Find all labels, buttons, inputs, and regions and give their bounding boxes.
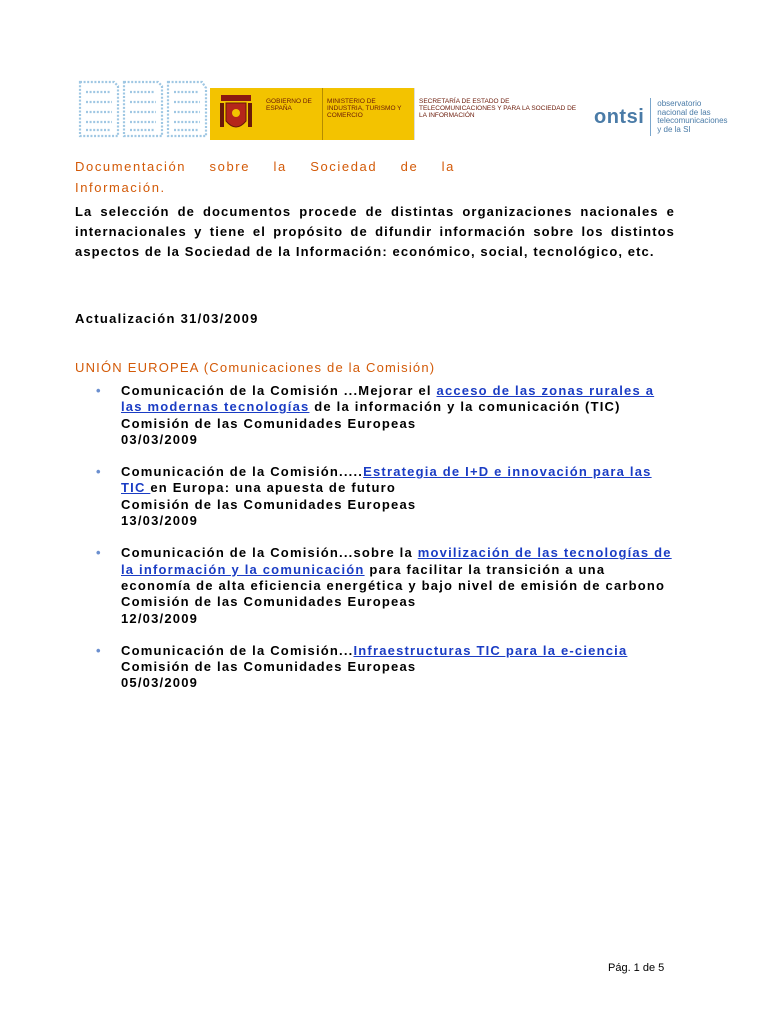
document-link[interactable]: acceso de las zonas rurales a las modernas tecnologías — [121, 383, 655, 415]
item-source: Comisión de las Comunidades Europeas — [121, 415, 417, 431]
item-date: 03/03/2009 — [121, 431, 199, 447]
item-source: Comisión de las Comunidades Europeas — [121, 496, 417, 512]
secretaria-label: SECRETARÍA DE ESTADO DE TELECOMUNICACIONES Y PARA LA SOCIEDAD DE LA INFORMACIÓN — [414, 88, 585, 140]
item-date: 12/03/2009 — [121, 610, 199, 626]
update-date: Actualización 31/03/2009 — [75, 311, 259, 326]
item-text: Comunicación de la Comisión..... — [121, 464, 364, 480]
section-heading: UNIÓN EUROPEA (Comunicaciones de la Comisión) — [75, 360, 436, 375]
list-item — [93, 643, 673, 692]
document-list — [93, 383, 673, 692]
item-text: Comunicación de la Comisión... — [121, 642, 354, 658]
ontsi-logo — [594, 98, 737, 136]
item-text: en Europa: una apuesta de futuro — [150, 480, 397, 496]
list-item — [93, 383, 673, 448]
list-item — [93, 545, 673, 626]
ontsi-description: observatorio nacional de las telecomunicaciones y de la SI — [657, 99, 728, 134]
document-link[interactable]: Infraestructuras TIC para la e-ciencia — [353, 642, 628, 658]
item-text: Comunicación de la Comisión ...Mejorar el — [121, 383, 437, 398]
item-text: de la información y la comunicación (TIC) — [309, 399, 621, 415]
bullet-icon: • — [96, 383, 102, 398]
intro-paragraph: La selección de documentos procede de distintas organizaciones nacionales e internacionales y tiene el propósito de difundir información sobre los distintos aspectos de la Sociedad de la Información: económico, social, tecnológico, etc. — [75, 204, 675, 259]
bullet-icon: • — [96, 545, 102, 561]
coat-of-arms-icon — [210, 88, 262, 140]
item-text: Comunicación de la Comisión...sobre la — [121, 545, 418, 561]
ontsi-wordmark: ontsi — [594, 105, 645, 128]
page-header — [78, 78, 728, 140]
page-number: Pág. 1 de 5 — [608, 962, 665, 974]
ministry-label: MINISTERIO DE INDUSTRIA, TURISMO Y COMERCIO — [322, 88, 414, 140]
document-title: Documentación sobre la Sociedad de la Información. — [75, 159, 455, 195]
gobierno-label: GOBIERNO DE ESPAÑA — [266, 98, 312, 112]
item-date: 13/03/2009 — [121, 513, 199, 529]
government-logo-strip — [210, 88, 585, 140]
list-item — [93, 464, 673, 529]
bullet-icon: • — [96, 464, 102, 480]
bullet-icon: • — [96, 642, 102, 658]
item-text: para facilitar la transición a una economía de alta eficiencia energética y bajo nivel de emisión de carbono — [121, 561, 666, 593]
ontsi-divider — [650, 98, 651, 136]
item-date: 05/03/2009 — [121, 675, 199, 691]
item-source: Comisión de las Comunidades Europeas — [121, 594, 417, 610]
item-source: Comisión de las Comunidades Europeas — [121, 659, 417, 675]
document-link[interactable]: movilización de las tecnologías de la información y la comunicación — [121, 545, 672, 577]
document-link[interactable]: Estrategia de I+D e innovación para las TIC — [121, 464, 652, 496]
bbb-logo — [78, 78, 210, 140]
